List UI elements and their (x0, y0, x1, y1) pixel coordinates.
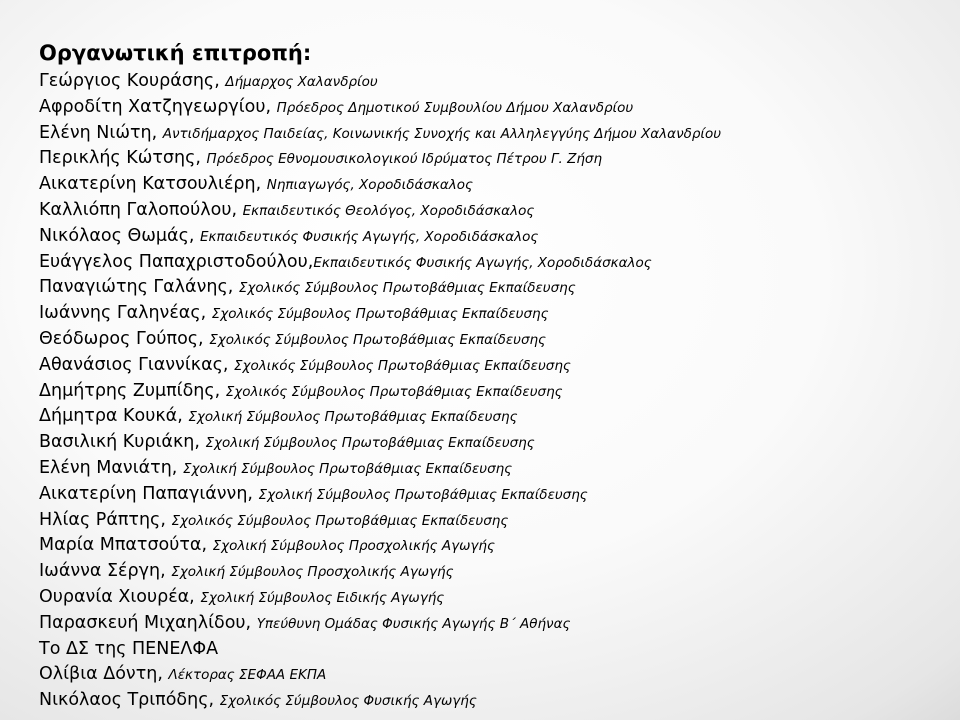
member-row (39, 94, 939, 120)
committee-member-list (39, 68, 939, 713)
member-row (39, 610, 939, 636)
member-row (39, 300, 939, 326)
member-row (39, 120, 939, 146)
member-name: Ελένη Νιώτη, (39, 122, 163, 143)
member-name: Θεόδωρος Γούπος, (39, 328, 210, 349)
member-role: Σχολικός Σύμβουλος Πρωτοβάθμιας Εκπαίδευσης (225, 383, 563, 400)
member-row (39, 429, 939, 455)
member-role: Σχολική Σύμβουλος Πρωτοβάθμιας Εκπαίδευσης (258, 486, 588, 503)
member-name: Βασιλική Κυριάκη, (39, 432, 206, 453)
member-row (39, 326, 939, 352)
member-row (39, 223, 939, 249)
member-row (39, 532, 939, 558)
member-name: Παρασκευή Μιχαηλίδου, (39, 612, 257, 633)
member-row (39, 197, 939, 223)
member-role: Πρόεδρος Εθνομουσικολογικού Ιδρύματος Πέτρου Γ. Ζήση (206, 151, 603, 168)
member-role: Εκπαιδευτικός Θεολόγος, Χοροδιδάσκαλος (242, 202, 535, 219)
member-name: Ιωάννης Γαληνέας, (39, 303, 212, 324)
member-name: Το ΔΣ της ΠΕΝΕΛΦΑ (39, 638, 219, 659)
member-name: Ελένη Μανιάτη, (39, 457, 183, 478)
member-row (39, 274, 939, 300)
member-row (39, 378, 939, 404)
member-role: Σχολικός Σύμβουλος Πρωτοβάθμιας Εκπαίδευσης (238, 280, 576, 297)
member-row (39, 661, 939, 687)
member-name: Περικλής Κώτσης, (39, 148, 207, 169)
member-role: Λέκτορας ΣΕΦΑΑ ΕΚΠΑ (168, 667, 327, 684)
member-role: Σχολική Σύμβουλος Πρωτοβάθμιας Εκπαίδευσης (182, 460, 513, 477)
member-row (39, 145, 939, 171)
member-name: Νικόλαος Τριπόδης, (39, 690, 220, 711)
member-role: Αντιδήμαρχος Παιδείας, Κοινωνικής Συνοχής και Αλληλεγγύης Δήμου Χαλανδρίου (162, 125, 722, 142)
member-name: Αικατερίνη Παπαγιάννη, (39, 483, 259, 504)
member-role: Σχολικός Σύμβουλος Πρωτοβάθμιας Εκπαίδευσης (171, 512, 509, 529)
member-row (39, 403, 939, 429)
member-role: Δήμαρχος Χαλανδρίου (225, 74, 378, 90)
member-row (39, 558, 939, 584)
member-role: Σχολική Σύμβουλος Προσχολικής Αγωγής (212, 538, 495, 555)
member-name: Ολίβια Δόντη, (39, 664, 169, 685)
member-role: Νηπιαγωγός, Χοροδιδάσκαλος (266, 177, 473, 194)
member-row (39, 636, 939, 662)
member-name: Ιωάννα Σέργη, (39, 561, 172, 582)
member-name: Νικόλαος Θωμάς, (39, 225, 200, 246)
member-row (39, 352, 939, 378)
member-row (39, 481, 939, 507)
committee-title: Οργανωτική επιτροπή: (39, 41, 312, 65)
member-name: Ηλίας Ράπτης, (39, 509, 172, 530)
member-role: Σχολική Σύμβουλος Πρωτοβάθμιας Εκπαίδευσης (205, 435, 535, 452)
member-role: Σχολικός Σύμβουλος Φυσικής Αγωγής (219, 693, 477, 710)
member-role: Πρόεδρος Δημοτικού Συμβουλίου Δήμου Χαλανδρίου (276, 99, 634, 116)
member-name: Δήμητρα Κουκά, (39, 406, 189, 427)
member-role: Υπεύθυνη Ομάδας Φυσικής Αγωγής Β΄ Αθήνας (256, 615, 571, 632)
member-role: Σχολική Σύμβουλος Ειδικής Αγωγής (200, 589, 445, 606)
member-name: Μαρία Μπατσούτα, (39, 535, 213, 556)
member-name: Δημήτρης Ζυμπίδης, (39, 380, 226, 401)
member-row (39, 507, 939, 533)
member-role: Σχολική Σύμβουλος Προσχολικής Αγωγής (171, 564, 454, 581)
member-row (39, 584, 939, 610)
member-name: Αφροδίτη Χατζηγεωργίου, (39, 96, 277, 117)
member-name: Ευάγγελος Παπαχριστοδούλου, (39, 251, 314, 272)
member-role: Εκπαιδευτικός Φυσικής Αγωγής, Χοροδιδάσκαλος (199, 228, 539, 245)
member-name: Αθανάσιος Γιαννίκας, (39, 354, 235, 375)
member-role: Σχολική Σύμβουλος Πρωτοβάθμιας Εκπαίδευσης (188, 409, 518, 426)
member-row (39, 249, 939, 275)
member-row (39, 68, 939, 94)
slide-content (39, 38, 939, 713)
member-role: Σχολικός Σύμβουλος Πρωτοβάθμιας Εκπαίδευσης (211, 306, 549, 323)
member-row (39, 687, 939, 713)
member-name: Παναγιώτης Γαλάνης, (39, 277, 239, 298)
member-row (39, 455, 939, 481)
member-role: Εκπαιδευτικός Φυσικής Αγωγής, Χοροδιδάσκαλος (313, 254, 652, 271)
member-role: Σχολικός Σύμβουλος Πρωτοβάθμιας Εκπαίδευσης (234, 357, 571, 374)
member-row (39, 171, 939, 197)
member-role: Σχολικός Σύμβουλος Πρωτοβάθμιας Εκπαίδευσης (209, 331, 546, 348)
member-name: Γεώργιος Κουράσης, (39, 71, 226, 91)
member-name: Ουρανία Χιουρέα, (39, 586, 201, 607)
member-name: Καλλιόπη Γαλοπούλου, (39, 199, 243, 220)
member-name: Αικατερίνη Κατσουλιέρη, (39, 174, 267, 195)
